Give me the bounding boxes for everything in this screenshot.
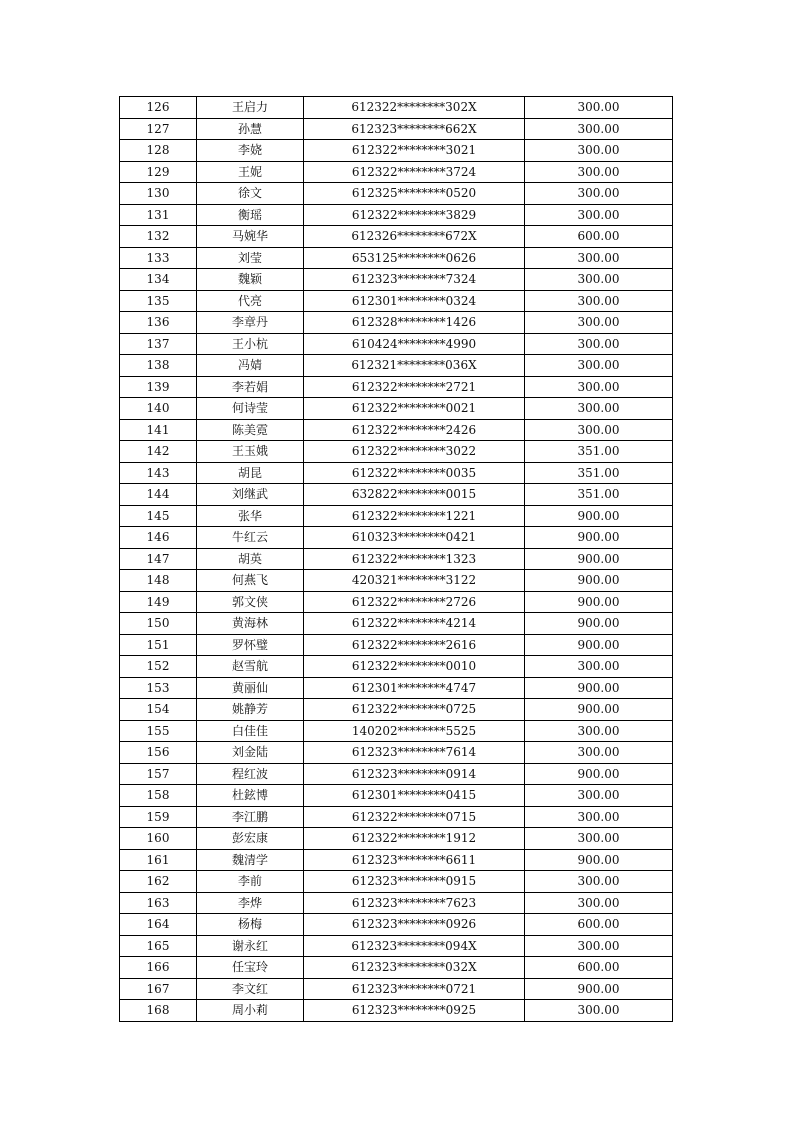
name-cell: 周小莉 bbox=[197, 1000, 304, 1022]
table-row bbox=[120, 527, 673, 549]
id-number-cell: 612322********1221 bbox=[304, 505, 525, 527]
id-number-cell: 612322********3724 bbox=[304, 161, 525, 183]
row-number-cell: 167 bbox=[120, 978, 197, 1000]
table-row bbox=[120, 871, 673, 893]
id-number-cell: 612325********0520 bbox=[304, 183, 525, 205]
row-number-cell: 133 bbox=[120, 247, 197, 269]
id-number-cell: 612323********0925 bbox=[304, 1000, 525, 1022]
row-number-cell: 142 bbox=[120, 441, 197, 463]
amount-cell: 300.00 bbox=[525, 204, 673, 226]
id-number-cell: 612301********0415 bbox=[304, 785, 525, 807]
id-number-cell: 612322********0021 bbox=[304, 398, 525, 420]
id-number-cell: 612323********662X bbox=[304, 118, 525, 140]
table-row bbox=[120, 247, 673, 269]
amount-cell: 351.00 bbox=[525, 484, 673, 506]
table-row bbox=[120, 269, 673, 291]
name-cell: 李烨 bbox=[197, 892, 304, 914]
amount-cell: 900.00 bbox=[525, 527, 673, 549]
id-number-cell: 612323********094X bbox=[304, 935, 525, 957]
row-number-cell: 128 bbox=[120, 140, 197, 162]
name-cell: 陈美霓 bbox=[197, 419, 304, 441]
amount-cell: 300.00 bbox=[525, 656, 673, 678]
id-number-cell: 612323********7614 bbox=[304, 742, 525, 764]
id-number-cell: 653125********0626 bbox=[304, 247, 525, 269]
amount-cell: 300.00 bbox=[525, 419, 673, 441]
name-cell: 李江鹏 bbox=[197, 806, 304, 828]
name-cell: 胡昆 bbox=[197, 462, 304, 484]
id-number-cell: 612301********4747 bbox=[304, 677, 525, 699]
table-row bbox=[120, 699, 673, 721]
name-cell: 姚静芳 bbox=[197, 699, 304, 721]
name-cell: 程红波 bbox=[197, 763, 304, 785]
name-cell: 黄丽仙 bbox=[197, 677, 304, 699]
name-cell: 牛红云 bbox=[197, 527, 304, 549]
table-row bbox=[120, 742, 673, 764]
amount-cell: 300.00 bbox=[525, 140, 673, 162]
name-cell: 王妮 bbox=[197, 161, 304, 183]
id-number-cell: 612323********0915 bbox=[304, 871, 525, 893]
table-row bbox=[120, 333, 673, 355]
amount-cell: 351.00 bbox=[525, 441, 673, 463]
amount-cell: 600.00 bbox=[525, 226, 673, 248]
id-number-cell: 612323********0721 bbox=[304, 978, 525, 1000]
table-row bbox=[120, 118, 673, 140]
name-cell: 谢永红 bbox=[197, 935, 304, 957]
name-cell: 彭宏康 bbox=[197, 828, 304, 850]
amount-cell: 300.00 bbox=[525, 806, 673, 828]
table-row bbox=[120, 97, 673, 119]
name-cell: 何燕飞 bbox=[197, 570, 304, 592]
amount-cell: 300.00 bbox=[525, 118, 673, 140]
amount-cell: 900.00 bbox=[525, 699, 673, 721]
table-row bbox=[120, 548, 673, 570]
id-number-cell: 612328********1426 bbox=[304, 312, 525, 334]
id-number-cell: 612322********2721 bbox=[304, 376, 525, 398]
id-number-cell: 612322********3829 bbox=[304, 204, 525, 226]
id-number-cell: 612322********2426 bbox=[304, 419, 525, 441]
row-number-cell: 158 bbox=[120, 785, 197, 807]
row-number-cell: 153 bbox=[120, 677, 197, 699]
table-row bbox=[120, 312, 673, 334]
name-cell: 罗怀璧 bbox=[197, 634, 304, 656]
table-row bbox=[120, 441, 673, 463]
amount-cell: 900.00 bbox=[525, 849, 673, 871]
name-cell: 刘继武 bbox=[197, 484, 304, 506]
row-number-cell: 156 bbox=[120, 742, 197, 764]
row-number-cell: 137 bbox=[120, 333, 197, 355]
table-row bbox=[120, 634, 673, 656]
amount-cell: 600.00 bbox=[525, 957, 673, 979]
name-cell: 魏清学 bbox=[197, 849, 304, 871]
amount-cell: 900.00 bbox=[525, 591, 673, 613]
row-number-cell: 154 bbox=[120, 699, 197, 721]
name-cell: 黄海林 bbox=[197, 613, 304, 635]
amount-cell: 300.00 bbox=[525, 376, 673, 398]
amount-cell: 300.00 bbox=[525, 828, 673, 850]
id-number-cell: 612321********036X bbox=[304, 355, 525, 377]
id-number-cell: 140202********5525 bbox=[304, 720, 525, 742]
row-number-cell: 148 bbox=[120, 570, 197, 592]
name-cell: 衡瑶 bbox=[197, 204, 304, 226]
row-number-cell: 151 bbox=[120, 634, 197, 656]
row-number-cell: 152 bbox=[120, 656, 197, 678]
id-number-cell: 612326********672X bbox=[304, 226, 525, 248]
amount-cell: 300.00 bbox=[525, 161, 673, 183]
row-number-cell: 162 bbox=[120, 871, 197, 893]
name-cell: 何诗莹 bbox=[197, 398, 304, 420]
table-row bbox=[120, 226, 673, 248]
table-row bbox=[120, 591, 673, 613]
amount-cell: 900.00 bbox=[525, 570, 673, 592]
row-number-cell: 141 bbox=[120, 419, 197, 441]
table-row bbox=[120, 505, 673, 527]
row-number-cell: 157 bbox=[120, 763, 197, 785]
amount-cell: 300.00 bbox=[525, 183, 673, 205]
amount-cell: 300.00 bbox=[525, 892, 673, 914]
id-number-cell: 610323********0421 bbox=[304, 527, 525, 549]
amount-cell: 300.00 bbox=[525, 312, 673, 334]
id-number-cell: 420321********3122 bbox=[304, 570, 525, 592]
id-number-cell: 612323********7623 bbox=[304, 892, 525, 914]
row-number-cell: 136 bbox=[120, 312, 197, 334]
name-cell: 任宝玲 bbox=[197, 957, 304, 979]
amount-cell: 300.00 bbox=[525, 871, 673, 893]
table-row bbox=[120, 763, 673, 785]
row-number-cell: 131 bbox=[120, 204, 197, 226]
table-row bbox=[120, 183, 673, 205]
row-number-cell: 144 bbox=[120, 484, 197, 506]
row-number-cell: 164 bbox=[120, 914, 197, 936]
name-cell: 王小杭 bbox=[197, 333, 304, 355]
amount-cell: 300.00 bbox=[525, 355, 673, 377]
amount-cell: 300.00 bbox=[525, 97, 673, 119]
table-row bbox=[120, 161, 673, 183]
row-number-cell: 139 bbox=[120, 376, 197, 398]
id-number-cell: 612322********2726 bbox=[304, 591, 525, 613]
row-number-cell: 149 bbox=[120, 591, 197, 613]
amount-cell: 300.00 bbox=[525, 720, 673, 742]
id-number-cell: 612323********0914 bbox=[304, 763, 525, 785]
name-cell: 李前 bbox=[197, 871, 304, 893]
table-row bbox=[120, 957, 673, 979]
table-row bbox=[120, 419, 673, 441]
table-row bbox=[120, 140, 673, 162]
row-number-cell: 163 bbox=[120, 892, 197, 914]
name-cell: 冯婧 bbox=[197, 355, 304, 377]
amount-cell: 300.00 bbox=[525, 935, 673, 957]
table-row bbox=[120, 828, 673, 850]
amount-cell: 300.00 bbox=[525, 398, 673, 420]
name-cell: 马婉华 bbox=[197, 226, 304, 248]
amount-cell: 900.00 bbox=[525, 505, 673, 527]
row-number-cell: 126 bbox=[120, 97, 197, 119]
name-cell: 魏颖 bbox=[197, 269, 304, 291]
name-cell: 代亮 bbox=[197, 290, 304, 312]
name-cell: 王玉娥 bbox=[197, 441, 304, 463]
amount-cell: 600.00 bbox=[525, 914, 673, 936]
row-number-cell: 138 bbox=[120, 355, 197, 377]
table-row bbox=[120, 204, 673, 226]
table-row bbox=[120, 613, 673, 635]
amount-cell: 300.00 bbox=[525, 269, 673, 291]
name-cell: 胡英 bbox=[197, 548, 304, 570]
id-number-cell: 612322********1323 bbox=[304, 548, 525, 570]
id-number-cell: 612323********0926 bbox=[304, 914, 525, 936]
id-number-cell: 612322********0715 bbox=[304, 806, 525, 828]
row-number-cell: 135 bbox=[120, 290, 197, 312]
table-row bbox=[120, 806, 673, 828]
amount-cell: 300.00 bbox=[525, 247, 673, 269]
table-row bbox=[120, 355, 673, 377]
id-number-cell: 612322********3022 bbox=[304, 441, 525, 463]
amount-cell: 900.00 bbox=[525, 978, 673, 1000]
data-table bbox=[119, 96, 673, 1022]
row-number-cell: 140 bbox=[120, 398, 197, 420]
name-cell: 杜鉉博 bbox=[197, 785, 304, 807]
name-cell: 李娆 bbox=[197, 140, 304, 162]
table-row bbox=[120, 785, 673, 807]
amount-cell: 351.00 bbox=[525, 462, 673, 484]
table-row bbox=[120, 892, 673, 914]
table-row bbox=[120, 935, 673, 957]
name-cell: 李若娟 bbox=[197, 376, 304, 398]
amount-cell: 300.00 bbox=[525, 290, 673, 312]
amount-cell: 900.00 bbox=[525, 634, 673, 656]
row-number-cell: 145 bbox=[120, 505, 197, 527]
row-number-cell: 130 bbox=[120, 183, 197, 205]
id-number-cell: 612322********4214 bbox=[304, 613, 525, 635]
name-cell: 白佳佳 bbox=[197, 720, 304, 742]
row-number-cell: 166 bbox=[120, 957, 197, 979]
id-number-cell: 612322********302X bbox=[304, 97, 525, 119]
amount-cell: 900.00 bbox=[525, 763, 673, 785]
id-number-cell: 612301********0324 bbox=[304, 290, 525, 312]
row-number-cell: 129 bbox=[120, 161, 197, 183]
table-row bbox=[120, 978, 673, 1000]
row-number-cell: 150 bbox=[120, 613, 197, 635]
name-cell: 赵雪航 bbox=[197, 656, 304, 678]
row-number-cell: 134 bbox=[120, 269, 197, 291]
name-cell: 张华 bbox=[197, 505, 304, 527]
id-number-cell: 612323********032X bbox=[304, 957, 525, 979]
table-row bbox=[120, 376, 673, 398]
table-row bbox=[120, 720, 673, 742]
table-row bbox=[120, 677, 673, 699]
amount-cell: 300.00 bbox=[525, 742, 673, 764]
row-number-cell: 132 bbox=[120, 226, 197, 248]
row-number-cell: 168 bbox=[120, 1000, 197, 1022]
name-cell: 孙慧 bbox=[197, 118, 304, 140]
id-number-cell: 632822********0015 bbox=[304, 484, 525, 506]
row-number-cell: 155 bbox=[120, 720, 197, 742]
id-number-cell: 612322********1912 bbox=[304, 828, 525, 850]
row-number-cell: 143 bbox=[120, 462, 197, 484]
id-number-cell: 612322********0035 bbox=[304, 462, 525, 484]
row-number-cell: 146 bbox=[120, 527, 197, 549]
id-number-cell: 612322********0725 bbox=[304, 699, 525, 721]
id-number-cell: 612322********3021 bbox=[304, 140, 525, 162]
id-number-cell: 612322********2616 bbox=[304, 634, 525, 656]
amount-cell: 900.00 bbox=[525, 613, 673, 635]
row-number-cell: 159 bbox=[120, 806, 197, 828]
name-cell: 刘金陆 bbox=[197, 742, 304, 764]
amount-cell: 300.00 bbox=[525, 1000, 673, 1022]
row-number-cell: 165 bbox=[120, 935, 197, 957]
name-cell: 刘莹 bbox=[197, 247, 304, 269]
table-row bbox=[120, 290, 673, 312]
id-number-cell: 612323********7324 bbox=[304, 269, 525, 291]
row-number-cell: 147 bbox=[120, 548, 197, 570]
table-row bbox=[120, 1000, 673, 1022]
table-row bbox=[120, 656, 673, 678]
table-row bbox=[120, 849, 673, 871]
amount-cell: 900.00 bbox=[525, 677, 673, 699]
amount-cell: 300.00 bbox=[525, 785, 673, 807]
amount-cell: 900.00 bbox=[525, 548, 673, 570]
id-number-cell: 612323********6611 bbox=[304, 849, 525, 871]
id-number-cell: 610424********4990 bbox=[304, 333, 525, 355]
name-cell: 郭文侠 bbox=[197, 591, 304, 613]
table-row bbox=[120, 398, 673, 420]
name-cell: 王启力 bbox=[197, 97, 304, 119]
table-row bbox=[120, 484, 673, 506]
table-row bbox=[120, 570, 673, 592]
row-number-cell: 127 bbox=[120, 118, 197, 140]
name-cell: 李章丹 bbox=[197, 312, 304, 334]
table-row bbox=[120, 462, 673, 484]
table-body bbox=[120, 97, 673, 1022]
name-cell: 李文红 bbox=[197, 978, 304, 1000]
table-row bbox=[120, 914, 673, 936]
row-number-cell: 160 bbox=[120, 828, 197, 850]
name-cell: 杨梅 bbox=[197, 914, 304, 936]
amount-cell: 300.00 bbox=[525, 333, 673, 355]
id-number-cell: 612322********0010 bbox=[304, 656, 525, 678]
row-number-cell: 161 bbox=[120, 849, 197, 871]
name-cell: 徐文 bbox=[197, 183, 304, 205]
